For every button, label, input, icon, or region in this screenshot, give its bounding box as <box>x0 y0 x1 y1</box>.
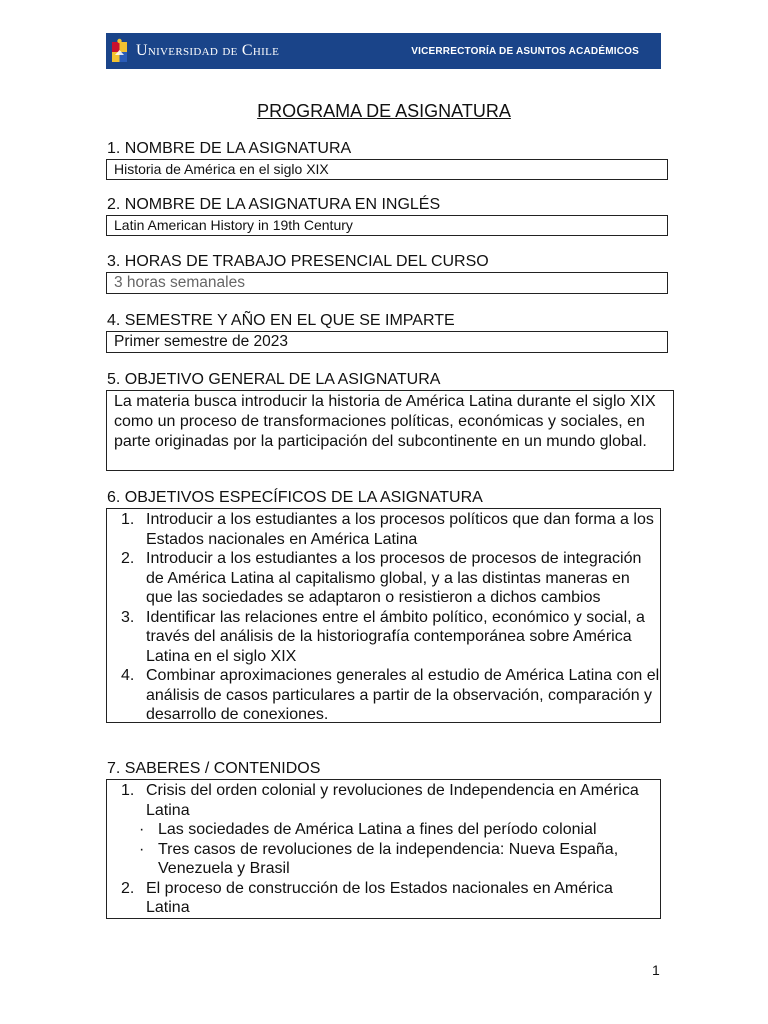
objective-text: Introducir a los estudiantes a los procesos políticos que dan forma a los Estados nacionales en América Latina <box>146 511 654 548</box>
content-item <box>107 781 660 820</box>
content-sublist <box>107 820 660 879</box>
objective-item <box>107 608 660 667</box>
section-6-heading: 6. OBJETIVOS ESPECÍFICOS DE LA ASIGNATURA <box>107 489 483 506</box>
objective-text: Combinar aproximaciones generales al estudio de América Latina con el análisis de casos particulares a partir de la observación, comparación y desarrollo de conexiones. <box>146 667 660 723</box>
section-5-value: La materia busca introducir la historia de América Latina durante el siglo XIX como un proceso de transformaciones políticas, económicas y sociales, en parte originadas por la participación del subcontinente en un mundo global. <box>114 393 656 450</box>
section-2-value: Latin American History in 19th Century <box>114 217 353 233</box>
contents-list-continued <box>107 879 660 918</box>
vicerrectoria-label: VICERRECTORÍA DE ASUNTOS ACADÉMICOS <box>411 45 639 57</box>
objective-number: 3. <box>121 608 135 626</box>
content-text: Crisis del orden colonial y revoluciones de Independencia en América Latina <box>146 782 639 819</box>
objective-item <box>107 510 660 549</box>
objectives-list <box>107 510 660 725</box>
content-subitem <box>107 840 660 879</box>
university-name: Universidad de Chile <box>136 42 280 59</box>
page-number: 1 <box>652 962 660 978</box>
objective-item <box>107 666 660 725</box>
objective-text: Identificar las relaciones entre el ámbito político, económico y social, a través del análisis de la historiografía contemporánea sobre América Latina en el siglo XIX <box>146 608 645 665</box>
content-text: El proceso de construcción de los Estados nacionales en América Latina <box>146 879 613 916</box>
content-subitem-text: Tres casos de revoluciones de la independencia: Nueva España, Venezuela y Brasil <box>158 840 619 877</box>
section-6-box <box>106 508 661 723</box>
section-3-value: 3 horas semanales <box>114 274 245 291</box>
university-logo <box>111 38 279 64</box>
content-number: 2. <box>121 879 135 897</box>
section-2-box <box>106 215 668 236</box>
contents-list <box>107 781 660 820</box>
section-3-heading: 3. HORAS DE TRABAJO PRESENCIAL DEL CURSO <box>107 253 489 270</box>
crest-icon <box>111 38 128 64</box>
section-7-box <box>106 779 661 919</box>
section-1-value: Historia de América en el siglo XIX <box>114 161 329 177</box>
section-4-box <box>106 331 668 353</box>
bullet-icon: · <box>139 821 145 838</box>
section-1-heading: 1. NOMBRE DE LA ASIGNATURA <box>107 140 352 157</box>
section-5-box <box>106 390 674 471</box>
content-number: 1. <box>121 782 135 799</box>
document-title: PROGRAMA DE ASIGNATURA <box>257 101 511 121</box>
objective-number: 1. <box>121 511 135 528</box>
content-subitem <box>107 820 660 840</box>
objective-item <box>107 549 660 608</box>
objective-number: 4. <box>121 667 135 684</box>
section-1-box <box>106 159 668 180</box>
objective-text: Introducir a los estudiantes a los procesos de procesos de integración de América Latina al capitalismo global, y a las distintas maneras en que las sociedades se adaptaron o resistieron a dichos cambios <box>146 550 642 606</box>
document-header <box>106 33 661 69</box>
bullet-icon: · <box>139 840 145 858</box>
section-4-value: Primer semestre de 2023 <box>114 333 289 350</box>
content-item <box>107 879 660 918</box>
section-7-heading: 7. SABERES / CONTENIDOS <box>107 760 321 777</box>
content-subitem-text: Las sociedades de América Latina a fines del período colonial <box>158 821 597 838</box>
section-2-heading: 2. NOMBRE DE LA ASIGNATURA EN INGLÉS <box>107 196 441 213</box>
section-5-heading: 5. OBJETIVO GENERAL DE LA ASIGNATURA <box>107 371 441 388</box>
objective-number: 2. <box>121 550 135 567</box>
section-3-box <box>106 272 668 294</box>
section-4-heading: 4. SEMESTRE Y AÑO EN EL QUE SE IMPARTE <box>107 312 455 329</box>
